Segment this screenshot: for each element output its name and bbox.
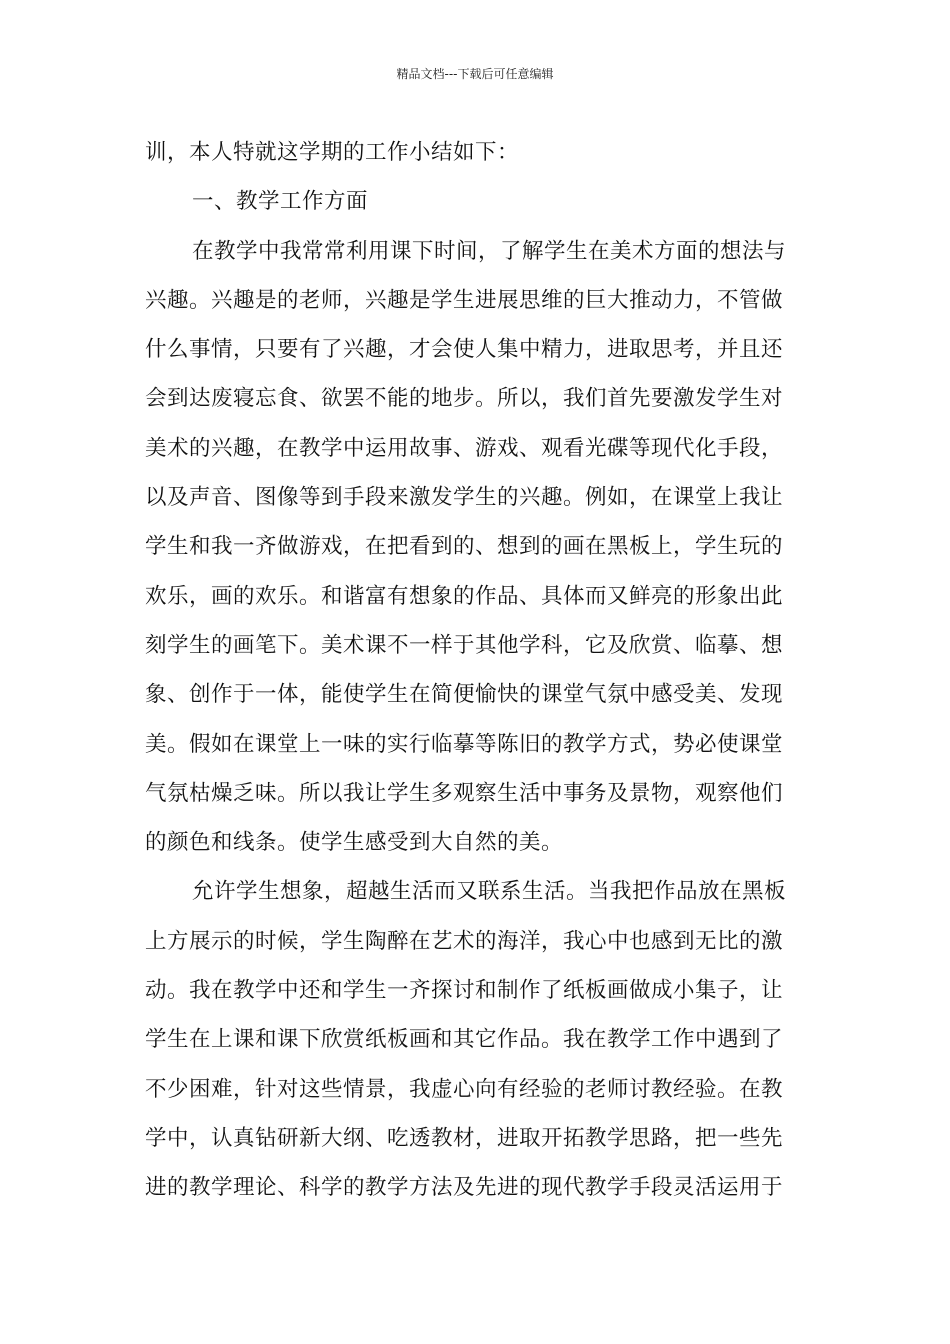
text-line: 不少困难，针对这些情景，我虚心向有经验的老师讨教经验。在教 [145, 1076, 784, 1102]
text-line: 欢乐，画的欢乐。和谐富有想象的作品、具体而又鲜亮的形象出此 [145, 583, 784, 609]
document-body [145, 128, 810, 1213]
text-line: 在教学中我常常利用课下时间，了解学生在美术方面的想法与 [192, 238, 787, 264]
text-line: 允许学生想象，超越生活而又联系生活。当我把作品放在黑板 [192, 879, 787, 905]
page-header: 精品文档---下载后可任意编辑 [396, 67, 554, 81]
text-line: 训，本人特就这学期的工作小结如下： [145, 140, 520, 165]
text-line: 什么事情，只要有了兴趣，才会使人集中精力，进取思考，并且还 [145, 337, 784, 363]
text-line: 学生和我一齐做游戏，在把看到的、想到的画在黑板上，学生玩的 [145, 534, 784, 560]
text-line: 进的教学理论、科学的教学方法及先进的现代教学手段灵活运用于 [145, 1175, 784, 1201]
text-line: 兴趣。兴趣是的老师，兴趣是学生进展思维的巨大推动力，不管做 [145, 287, 784, 313]
text-line: 以及声音、图像等到手段来激发学生的兴趣。例如，在课堂上我让 [145, 485, 784, 511]
text-line: 刻学生的画笔下。美术课不一样于其他学科，它及欣赏、临摹、想 [145, 632, 784, 658]
section-heading: 一、教学工作方面 [192, 189, 369, 215]
text-line: 上方展示的时候，学生陶醉在艺术的海洋，我心中也感到无比的激 [145, 928, 784, 954]
text-line: 象、创作于一体，能使学生在简便愉快的课堂气氛中感受美、发现 [145, 682, 784, 708]
text-line: 气氛枯燥乏味。所以我让学生多观察生活中事务及景物，观察他们 [145, 780, 784, 806]
text-line: 动。我在教学中还和学生一齐探讨和制作了纸板画做成小集子，让 [145, 978, 784, 1004]
text-line: 学生在上课和课下欣赏纸板画和其它作品。我在教学工作中遇到了 [145, 1027, 784, 1053]
text-line: 美。假如在课堂上一味的实行临摹等陈旧的教学方式，势必使课堂 [145, 731, 784, 757]
text-line: 美术的兴趣，在教学中运用故事、游戏、观看光碟等现代化手段， [145, 435, 784, 461]
text-line: 会到达废寝忘食、欲罢不能的地步。所以，我们首先要激发学生对 [145, 386, 784, 412]
text-line: 学中，认真钻研新大纲、吃透教材，进取开拓教学思路，把一些先 [145, 1125, 784, 1151]
text-line: 的颜色和线条。使学生感受到大自然的美。 [145, 830, 564, 856]
